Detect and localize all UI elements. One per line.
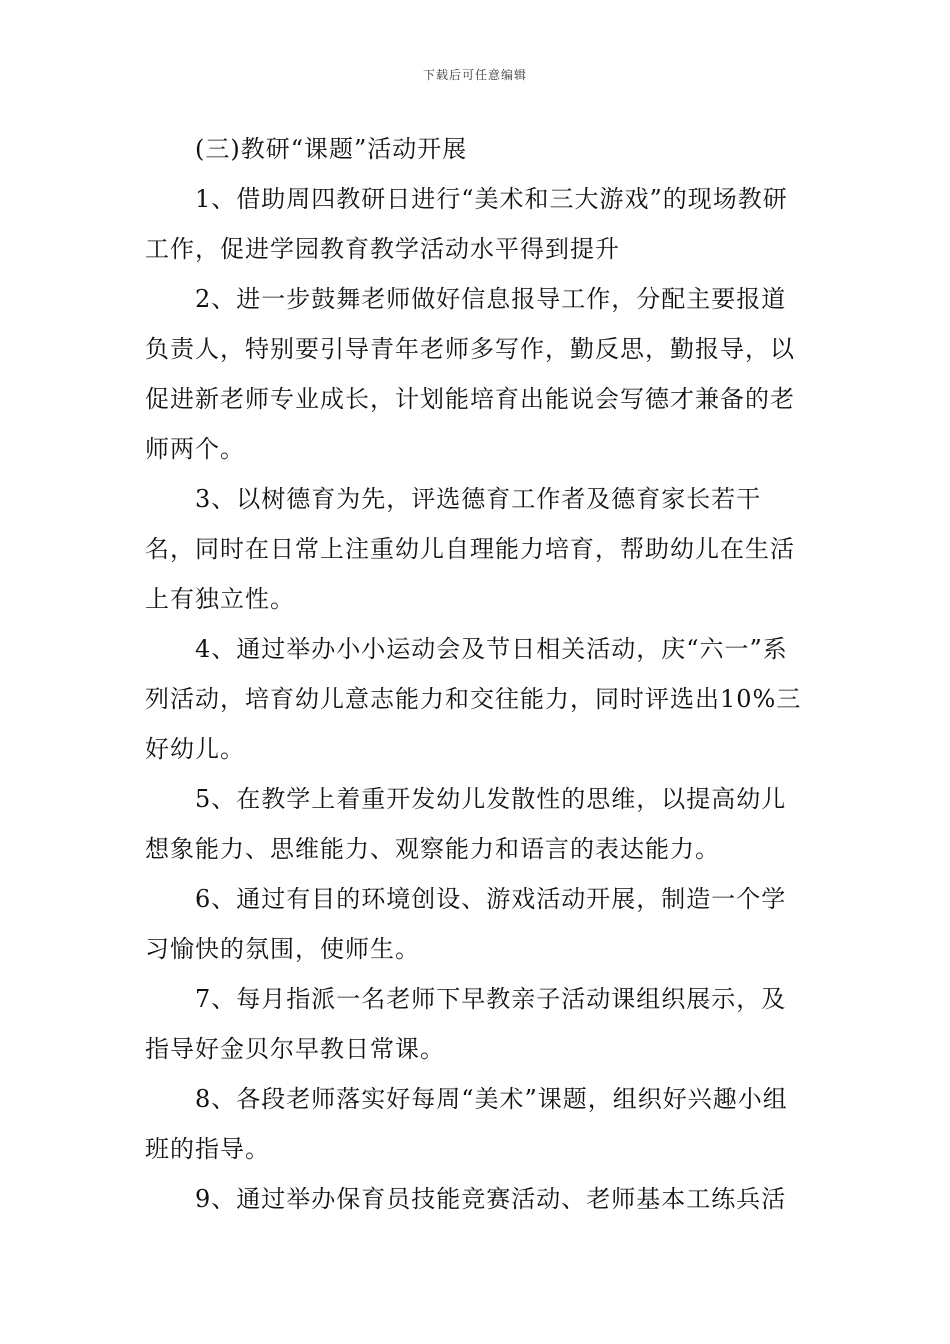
- paragraph-item-1: 1、借助周四教研日进行“美术和三大游戏”的现场教研工作，促进学园教育教学活动水平得到提升: [145, 185, 788, 263]
- paragraph-item-9: 9、通过举办保育员技能竞赛活动、老师基本工练兵活: [195, 1185, 787, 1213]
- paragraph-item-7: 7、每月指派一名老师下早教亲子活动课组织展示，及指导好金贝尔早教日常课。: [145, 985, 787, 1063]
- paragraph-item-8: 8、各段老师落实好每周“美术”课题，组织好兴趣小组班的指导。: [145, 1085, 788, 1163]
- section-heading: (三)教研“课题”活动开展: [195, 135, 468, 163]
- paragraph-item-6: 6、通过有目的环境创设、游戏活动开展，制造一个学习愉快的氛围，使师生。: [145, 885, 787, 963]
- paragraph-item-2: 2、进一步鼓舞老师做好信息报导工作，分配主要报道负责人，特别要引导青年老师多写作，勤反思，勤报导，以促进新老师专业成长，计划能培育出能说会写德才兼备的老师两个。: [145, 285, 795, 463]
- paragraph-item-3: 3、以树德育为先，评选德育工作者及德育家长若干名，同时在日常上注重幼儿自理能力培育，帮助幼儿在生活上有独立性。: [145, 485, 795, 613]
- header-note: 下载后可任意编辑: [422, 68, 527, 82]
- paragraph-item-4: 4、通过举办小小运动会及节日相关活动，庆“六一”系列活动，培育幼儿意志能力和交往能力，同时评选出10%三好幼儿。: [145, 635, 802, 763]
- document-body: [145, 124, 810, 1224]
- paragraph-item-5: 5、在教学上着重开发幼儿发散性的思维，以提高幼儿想象能力、思维能力、观察能力和语言的表达能力。: [145, 785, 787, 863]
